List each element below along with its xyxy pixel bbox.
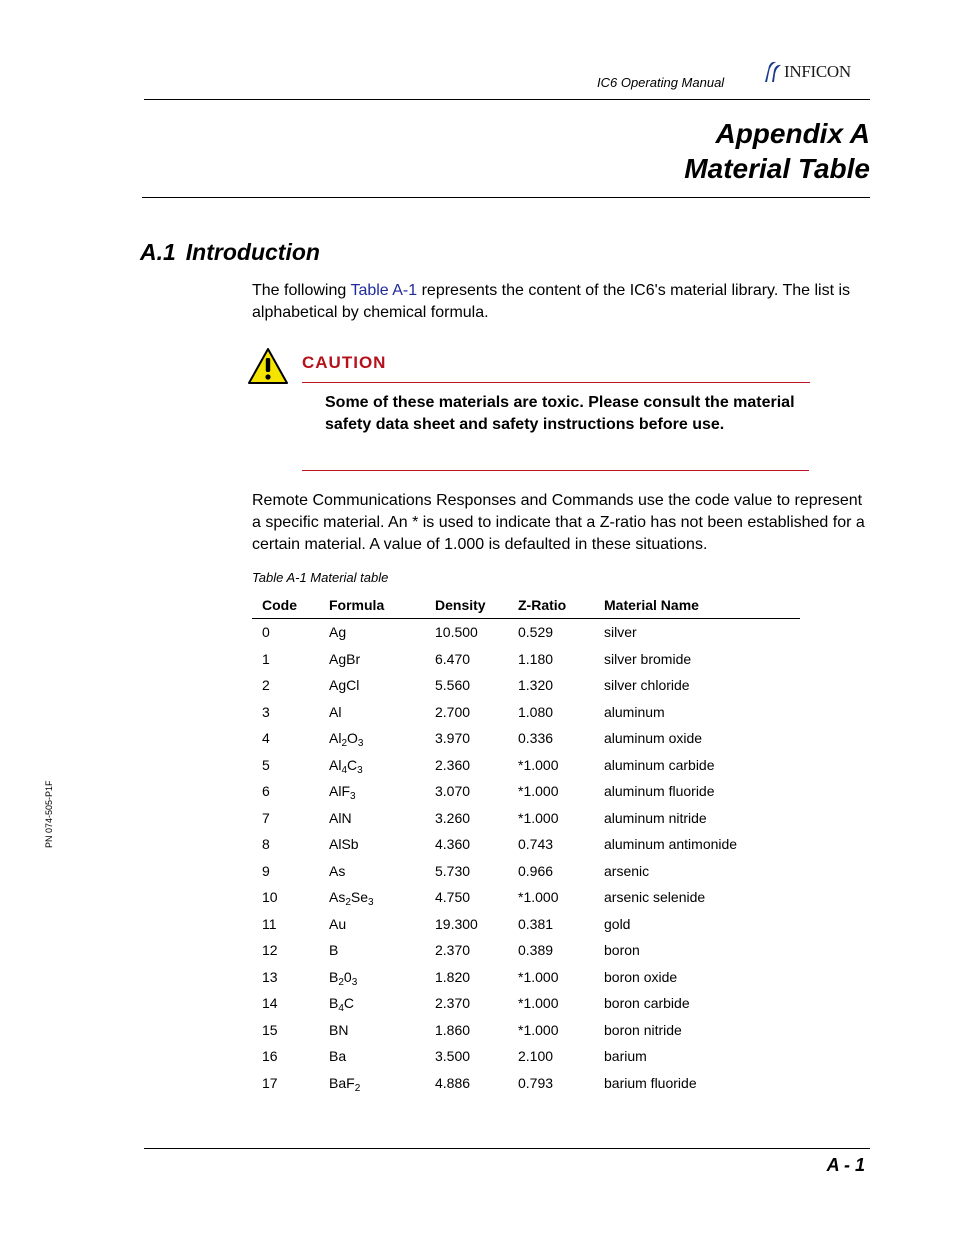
formula-element: 0 (343, 968, 352, 985)
cell-material-name: aluminum nitride (604, 809, 707, 826)
inficon-logo-mark-icon (761, 60, 783, 84)
cell-density: 2.360 (435, 756, 471, 773)
caution-top-rule (302, 382, 810, 383)
cell-density: 4.750 (435, 889, 471, 906)
header-z-ratio: Z-Ratio (518, 592, 604, 619)
cell-code: 12 (262, 942, 278, 959)
formula-element: Se (350, 889, 369, 906)
part-number: PN 074-505-P1F (44, 780, 54, 848)
table-row (252, 1070, 800, 1097)
table-row (252, 699, 800, 726)
cell-material-name: aluminum carbide (604, 756, 715, 773)
cell-material-name: silver (604, 624, 637, 641)
section-title: Introduction (185, 239, 320, 265)
formula-element: AlN (329, 809, 352, 826)
cell-code: 9 (262, 862, 270, 879)
table-header-row (252, 592, 800, 619)
caution-bottom-rule (302, 470, 809, 471)
cell-code: 8 (262, 836, 270, 853)
cell-code: 13 (262, 968, 278, 985)
section-heading (140, 239, 320, 266)
cell-z-ratio: *1.000 (518, 783, 559, 800)
cell-code: 7 (262, 809, 270, 826)
caution-label: CAUTION (302, 353, 387, 372)
table-row (252, 672, 800, 699)
formula-subscript: 3 (351, 976, 358, 988)
table-row (252, 831, 800, 858)
cell-density: 3.260 (435, 809, 471, 826)
section-number: A.1 (140, 239, 176, 265)
cell-code: 16 (262, 1048, 278, 1065)
cell-code: 17 (262, 1074, 278, 1091)
table-caption: Table A-1 Material table (252, 570, 389, 585)
footer-rule (144, 1148, 870, 1149)
header-formula: Formula (329, 592, 435, 619)
cell-density: 1.860 (435, 1021, 471, 1038)
table-a1-link[interactable]: Table A-1 (350, 282, 418, 299)
cell-z-ratio: 0.389 (518, 942, 554, 959)
title-rule (142, 197, 870, 198)
formula-subscript: 2 (341, 738, 348, 750)
formula-element: AlF (329, 783, 350, 800)
formula-subscript: 3 (368, 897, 374, 909)
formula-subscript: 2 (338, 976, 344, 988)
cell-material-name: aluminum oxide (604, 730, 703, 747)
cell-formula (329, 646, 435, 673)
formula-element: Ag (329, 624, 347, 641)
cell-formula (329, 990, 435, 1017)
cell-material-name: arsenic selenide (604, 889, 706, 906)
formula-element: O (347, 730, 358, 747)
cell-density: 19.300 (435, 915, 478, 932)
cell-code: 4 (262, 730, 270, 747)
cell-density: 2.370 (435, 942, 471, 959)
cell-code: 6 (262, 783, 270, 800)
appendix-title-line2: Material Table (684, 153, 870, 184)
appendix-title (684, 116, 870, 186)
cell-z-ratio: 0.743 (518, 836, 554, 853)
cell-density: 4.886 (435, 1074, 471, 1091)
cell-formula (329, 699, 435, 726)
formula-element: Al (329, 703, 342, 720)
cell-code: 1 (262, 650, 270, 667)
cell-formula (329, 1017, 435, 1044)
cell-z-ratio: 0.336 (518, 730, 554, 747)
cell-density: 2.370 (435, 995, 471, 1012)
cell-density: 5.560 (435, 677, 471, 694)
table-row (252, 1043, 800, 1070)
cell-code: 11 (262, 915, 277, 932)
cell-material-name: silver chloride (604, 677, 690, 694)
cell-code: 5 (262, 756, 270, 773)
cell-code: 3 (262, 703, 270, 720)
cell-code: 14 (262, 995, 278, 1012)
formula-element: C (347, 756, 358, 773)
remote-paragraph: Remote Communications Responses and Commands use the code value to represent a specific material. An * is used to indicate that a Z-ratio has not been established for a certain material. A value of 1.000 is defaulted in these situations. (252, 492, 865, 553)
formula-element: B (329, 995, 339, 1012)
cell-z-ratio: 0.793 (518, 1074, 554, 1091)
intro-text-end: represents the content of the IC6's material library. The list is alphabetical by chemical formula. (252, 282, 851, 321)
table-row (252, 937, 800, 964)
cell-density: 3.970 (435, 730, 471, 747)
formula-element: AgBr (329, 650, 361, 667)
cell-material-name: aluminum antimonide (604, 836, 738, 853)
cell-formula (329, 1043, 435, 1070)
formula-element: Al (329, 730, 342, 747)
cell-z-ratio: 2.100 (518, 1048, 554, 1065)
cell-formula (329, 1070, 435, 1097)
cell-material-name: arsenic (604, 862, 650, 879)
cell-z-ratio: 0.966 (518, 862, 554, 879)
cell-formula (329, 725, 435, 752)
formula-subscript: 2 (345, 897, 351, 909)
cell-z-ratio: 0.529 (518, 624, 554, 641)
cell-z-ratio: *1.000 (518, 1021, 559, 1038)
caution-text: Some of these materials are toxic. Please consult the material safety data sheet and safety instructions before use. (325, 394, 795, 433)
table-row (252, 884, 800, 911)
formula-subscript: 3 (357, 738, 364, 750)
cell-formula (329, 805, 435, 832)
inficon-logo-text: INFICON (784, 62, 851, 81)
intro-paragraph (252, 280, 872, 324)
cell-density: 1.820 (435, 968, 471, 985)
cell-z-ratio: *1.000 (518, 889, 559, 906)
cell-formula (329, 911, 435, 938)
cell-material-name: gold (604, 915, 631, 932)
formula-subscript: 2 (354, 1082, 361, 1094)
header-density: Density (435, 592, 518, 619)
cell-code: 0 (262, 624, 270, 641)
cell-z-ratio: *1.000 (518, 756, 559, 773)
cell-code: 15 (262, 1021, 278, 1038)
cell-material-name: boron carbide (604, 995, 690, 1012)
formula-element: As (329, 862, 346, 879)
cell-formula (329, 937, 435, 964)
table-row (252, 752, 800, 779)
cell-material-name: boron oxide (604, 968, 678, 985)
table-row (252, 1017, 800, 1044)
cell-density: 5.730 (435, 862, 471, 879)
formula-subscript: 4 (338, 1003, 344, 1015)
cell-code: 2 (262, 677, 270, 694)
formula-element: As (329, 889, 346, 906)
formula-element: Ba (329, 1048, 347, 1065)
cell-density: 3.500 (435, 1048, 471, 1065)
cell-density: 3.070 (435, 783, 471, 800)
page-number: A - 1 (826, 1155, 865, 1175)
cell-density: 2.700 (435, 703, 471, 720)
cell-formula (329, 964, 435, 991)
formula-element: B (329, 942, 339, 959)
formula-element: BaF (329, 1074, 355, 1091)
cell-formula (329, 884, 435, 911)
cell-z-ratio: 1.080 (518, 703, 554, 720)
formula-element: C (343, 995, 355, 1012)
table-row (252, 911, 800, 938)
cell-density: 10.500 (435, 624, 478, 641)
table-row (252, 990, 800, 1017)
formula-subscript: 3 (357, 764, 363, 776)
formula-subscript: 3 (350, 791, 356, 803)
formula-element: B (329, 968, 339, 985)
cell-formula (329, 858, 435, 885)
cell-z-ratio: 0.381 (518, 915, 554, 932)
material-table (252, 592, 800, 1096)
cell-material-name: barium fluoride (604, 1074, 697, 1091)
running-header-title: IC6 Operating Manual (597, 75, 725, 90)
formula-element: Al (329, 756, 342, 773)
table-body (252, 619, 800, 1097)
table-row (252, 646, 800, 673)
table-row (252, 964, 800, 991)
intro-text-start: The following (252, 282, 351, 299)
formula-element: Au (329, 915, 347, 932)
appendix-title-line1: Appendix A (715, 118, 870, 149)
table-row (252, 858, 800, 885)
cell-material-name: boron nitride (604, 1021, 682, 1038)
cell-material-name: boron (604, 942, 640, 959)
header-rule (144, 99, 870, 100)
cell-material-name: barium (604, 1048, 647, 1065)
cell-material-name: aluminum fluoride (604, 783, 715, 800)
cell-density: 6.470 (435, 650, 471, 667)
cell-formula (329, 778, 435, 805)
cell-z-ratio: 1.320 (518, 677, 554, 694)
cell-density: 4.360 (435, 836, 471, 853)
cell-z-ratio: *1.000 (518, 995, 559, 1012)
table-row (252, 805, 800, 832)
cell-z-ratio: *1.000 (518, 968, 559, 985)
table-row (252, 778, 800, 805)
table-row (252, 725, 800, 752)
cell-formula (329, 752, 435, 779)
formula-element: AgCl (329, 677, 360, 694)
cell-material-name: aluminum (604, 703, 665, 720)
cell-z-ratio: *1.000 (518, 809, 559, 826)
table-row (252, 619, 800, 646)
cell-formula (329, 619, 435, 646)
cell-formula (329, 672, 435, 699)
cell-code: 10 (262, 889, 278, 906)
warning-triangle-icon (247, 347, 289, 385)
formula-element: AlSb (329, 836, 359, 853)
header-material-name: Material Name (604, 592, 800, 619)
inficon-logo (761, 60, 873, 84)
header-code: Code (252, 592, 329, 619)
cell-z-ratio: 1.180 (518, 650, 554, 667)
cell-material-name: silver bromide (604, 650, 692, 667)
cell-formula (329, 831, 435, 858)
formula-subscript: 4 (341, 764, 348, 776)
formula-element: BN (329, 1021, 349, 1038)
